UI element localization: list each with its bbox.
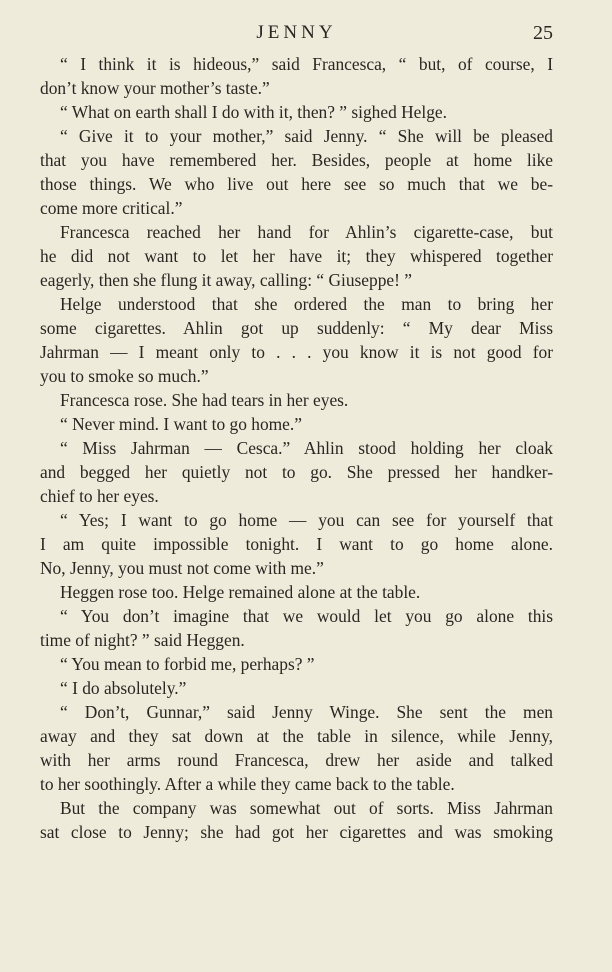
text-line: chief to her eyes. [40,486,159,506]
text-line: don’t know your mother’s taste.” [40,78,270,98]
text-line: I am quite impossible tonight. I want to go home alone. [40,534,553,554]
text-line: “ I do absolutely.” [60,678,187,698]
text-line: Jahrman — I meant only to . . . you know it is not good for [40,342,553,362]
text-line: away and they sat down at the table in silence, while Jenny, [40,726,553,746]
text-line: “ Give it to your mother,” said Jenny. “ She will be pleased [60,126,553,146]
text-line: Helge understood that she ordered the man to bring her [60,294,553,314]
text-line: and begged her quietly not to go. She pressed her handker- [40,462,553,482]
text-line: “ Miss Jahrman — Cesca.” Ahlin stood holding her cloak [60,438,553,458]
body-text [40,52,553,844]
text-line: “ Never mind. I want to go home.” [60,414,302,434]
text-line: sat close to Jenny; she had got her cigarettes and was smoking [40,822,553,842]
text-line: those things. We who live out here see so much that we be- [40,174,553,194]
running-title: JENNY [256,22,337,43]
text-line: come more critical.” [40,198,183,218]
text-line: “ Yes; I want to go home — you can see for yourself that [60,510,553,530]
text-line: that you have remembered her. Besides, people at home like [40,150,553,170]
text-line: you to smoke so much.” [40,366,209,386]
running-head [40,20,553,46]
text-line: Francesca rose. She had tears in her eyes. [60,390,349,410]
text-line: Francesca reached her hand for Ahlin’s cigarette-case, but [60,222,553,242]
text-line: But the company was somewhat out of sorts. Miss Jahrman [60,798,553,818]
text-line: he did not want to let her have it; they whispered together [40,246,553,266]
text-line: “ You don’t imagine that we would let you go alone this [60,606,553,626]
text-line: “ What on earth shall I do with it, then? ” sighed Helge. [60,102,447,122]
text-line: some cigarettes. Ahlin got up suddenly: “ My dear Miss [40,318,553,338]
text-line: “ I think it is hideous,” said Francesca, “ but, of course, I [60,54,553,74]
text-line: “ You mean to forbid me, perhaps? ” [60,654,315,674]
text-line: time of night? ” said Heggen. [40,630,245,650]
text-line: Heggen rose too. Helge remained alone at the table. [60,582,421,602]
text-line: eagerly, then she flung it away, calling: “ Giuseppe! ” [40,270,412,290]
text-line: “ Don’t, Gunnar,” said Jenny Winge. She sent the men [60,702,553,722]
page-number: 25 [533,22,553,44]
text-line: to her soothingly. After a while they came back to the table. [40,774,455,794]
text-line: with her arms round Francesca, drew her aside and talked [40,750,553,770]
text-line: No, Jenny, you must not come with me.” [40,558,324,578]
